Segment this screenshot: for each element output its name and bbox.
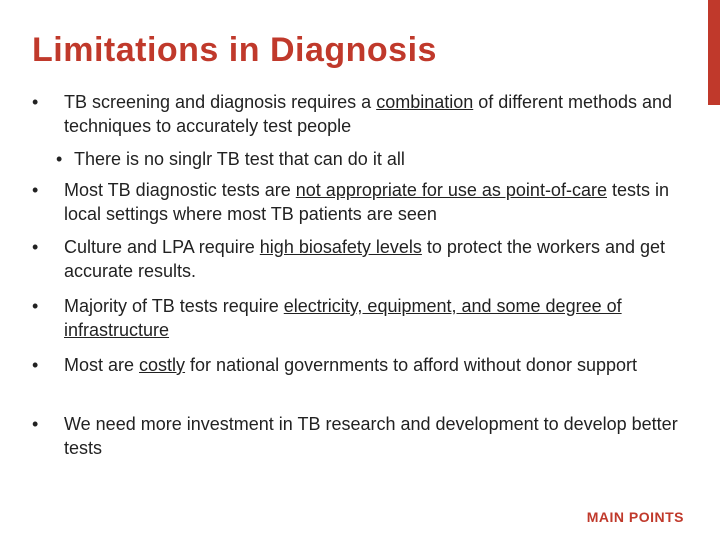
bullet-text-part: tests in local settings where most TB patients are seen (64, 180, 669, 224)
main-points-label: MAIN POINTS (586, 509, 684, 525)
bullet-marker: • (32, 237, 39, 257)
bullet-investment (32, 412, 682, 460)
bullet-emphasis: costly (139, 355, 186, 375)
accent-bar (708, 0, 720, 105)
bullet-text (64, 178, 682, 226)
bullet-text: We need more investment in TB research and development to develop better tests (64, 414, 678, 458)
bullet-emphasis: combination (376, 92, 474, 112)
bullet-text (64, 235, 682, 283)
bullet-text (64, 90, 682, 138)
bullet-point-of-care (32, 178, 682, 226)
bullet-costly (32, 353, 682, 377)
bullet-marker: • (32, 296, 39, 316)
bullet-text-part: for national governments to afford without donor support (185, 355, 637, 375)
bullet-biosafety (32, 235, 682, 283)
bullet-text-part: Most are (64, 355, 140, 375)
bullet-text-part: Most TB diagnostic tests are (64, 180, 296, 200)
bullet-marker: • (32, 355, 39, 375)
bullet-marker: • (32, 92, 39, 112)
bullet-infrastructure (32, 294, 682, 342)
bullet-emphasis: electricity, equipment, and some degree of infrastructure (64, 296, 622, 340)
bullet-emphasis: high biosafety levels (259, 237, 422, 257)
bullet-marker: • (32, 414, 39, 434)
slide-title: Limitations in Diagnosis (32, 31, 437, 69)
bullet-text (64, 353, 682, 377)
bullet-text-part: TB screening and diagnosis requires a (64, 92, 377, 112)
bullet-text-part: Culture and LPA require (64, 237, 260, 257)
bullet-text-part: of different methods and techniques to accurately test people (64, 92, 673, 136)
bullet-combination (32, 90, 682, 138)
bullet-text (64, 294, 682, 342)
bullet-text-part: to protect the workers and get accurate results. (64, 237, 666, 281)
bullet-text: There is no singlr TB test that can do it all (74, 149, 405, 169)
bullet-emphasis: not appropriate for use as point-of-care (295, 180, 607, 200)
bullet-text-part: Majority of TB tests require (64, 296, 284, 316)
bullet-marker: • (32, 180, 39, 200)
sub-bullet-single-test (56, 147, 676, 171)
bullet-marker: • (56, 149, 63, 169)
